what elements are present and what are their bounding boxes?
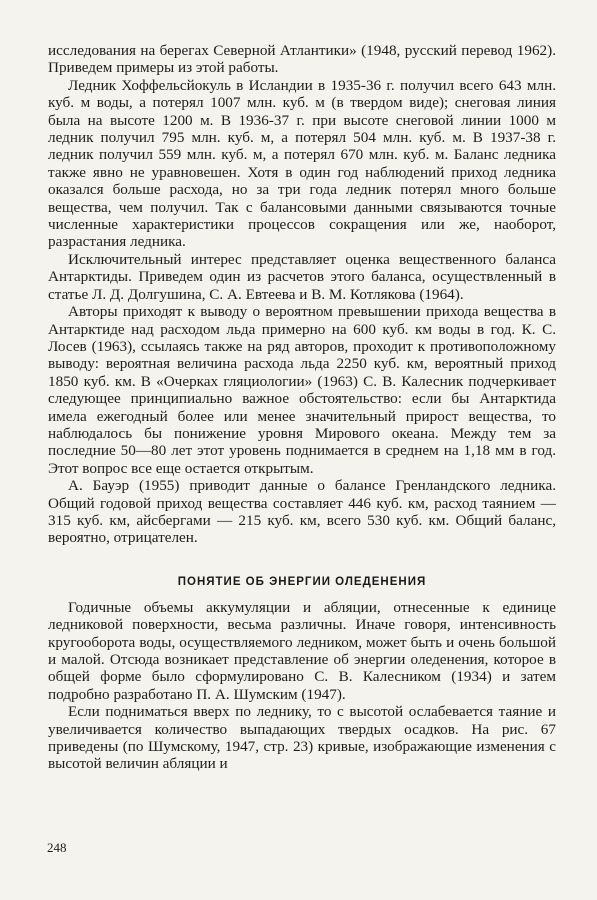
paragraph-continuation: исследования на берегах Северной Атлантики» (1948, русский перевод 1962). Приведем примеры из этой работы. bbox=[48, 42, 556, 77]
paragraph-greenland-balance: А. Бауэр (1955) приводит данные о балансе Гренландского ледника. Общий годовой приход вещества составляет 446 куб. км, расход таянием — 315 куб. км, айсбергами — 215 куб. км, всего 530 куб. км. Общий баланс, вероятно, отрицателен. bbox=[48, 477, 556, 547]
page-number: 248 bbox=[47, 840, 67, 855]
paragraph-altitude-ablation: Если подниматься вверх по леднику, то с высотой ослабевается таяние и увеличивается количество выпадающих твердых осадков. На рис. 67 приведены (по Шумскому, 1947, стр. 23) кривые, изображающие изменения с высотой величин абляции и bbox=[48, 703, 556, 773]
page-body bbox=[48, 42, 556, 773]
paragraph-hoffelsjokull: Ледник Хоффельсйокуль в Исландии в 1935-36 г. получил всего 643 млн. куб. м воды, а потерял 1007 млн. куб. м (в твердом виде); снеговая линия была на высоте 1200 м. В 1936-37 г. при высоте снеговой линии 1000 м ледник получил 795 млн. куб. м, а потерял 504 млн. куб. м. В 1937-38 г. ледник получил 559 млн. куб. м, а потерял 670 млн. куб. м. Баланс ледника также явно не уравновешен. Хотя в один год наблюдений приход ледника оказался больше расхода, но за три года ледник потерял много больше вещества, чем получил. Так с балансовыми данными связываются точные численные характеристики процессов сокращения или же, наоборот, разрастания ледника. bbox=[48, 76, 556, 251]
section-heading: ПОНЯТИЕ ОБ ЭНЕРГИИ ОЛЕДЕНЕНИЯ bbox=[177, 575, 427, 588]
paragraph-antarctica-balance: Исключительный интерес представляет оценка вещественного баланса Антарктиды. Приведем один из расчетов этого баланса, осуществленный в статье Л. Д. Долгушина, С. А. Евтеева и В. М. Котлякова (1964). bbox=[48, 250, 556, 303]
paragraph-authors-conclusion: Авторы приходят к выводу о вероятном превышении прихода вещества в Антарктиде над расходом льда примерно на 600 куб. км воды в год. К. С. Лосев (1963), ссылаясь также на ряд авторов, проходит к противоположному выводу: вероятная величина расхода льда 2250 куб. км, вероятный приход 1850 куб. км. В «Очерках гляциологии» (1963) С. В. Калесник подчеркивает следующее принципиально важное обстоятельство: если бы Антарктида имела ежегодный более или менее значительный прирост вещества, то наблюдалось бы понижение уровня Мирового океана. Между тем за последние 50—80 лет этот уровень поднимается в среднем на 1,18 мм в год. Этот вопрос все еще остается открытым. bbox=[48, 303, 556, 477]
paragraph-glaciation-energy: Годичные объемы аккумуляции и абляции, отнесенные к единице ледниковой поверхности, весьма различны. Иначе говоря, интенсивность кругооборота воды, осуществляемого ледником, может быть и очень большой и малой. Отсюда возникает представление об энергии оледенения, которое в общей форме было сформулировано С. В. Калесником (1934) и затем подробно разработано П. А. Шумским (1947). bbox=[48, 598, 556, 703]
